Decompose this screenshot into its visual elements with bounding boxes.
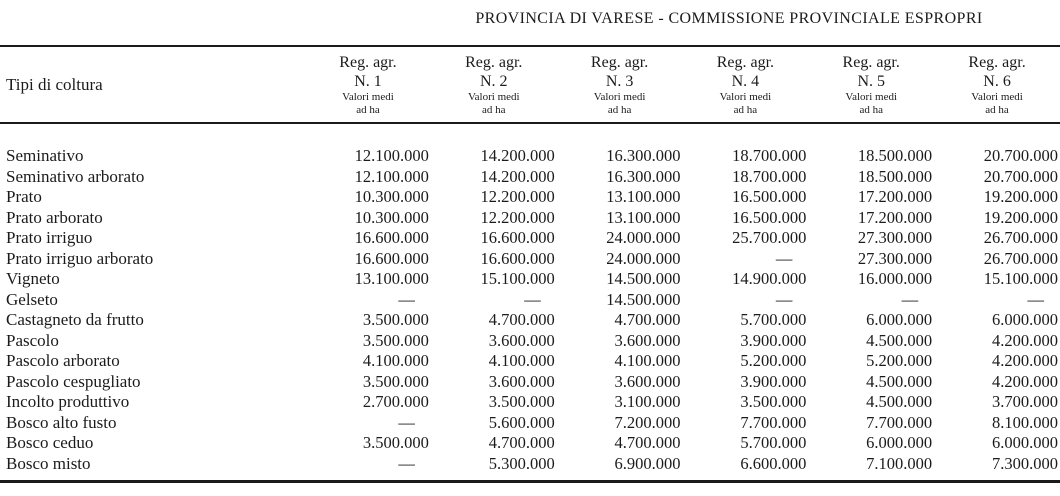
value-cell: 16.500.000 (732, 187, 807, 206)
table-row (0, 372, 1060, 393)
crop-type-label: Prato irriguo (6, 228, 93, 247)
value-cell: 12.200.000 (480, 207, 555, 227)
value-cell: 3.900.000 (740, 330, 807, 350)
value-cell: 5.200.000 (866, 351, 933, 370)
value-cell: 4.100.000 (362, 351, 429, 370)
value-cell: 4.700.000 (614, 433, 681, 452)
region-label: Reg. agr. (339, 54, 397, 71)
table-row (0, 433, 1060, 454)
crop-type-label: Prato irriguo arborato (6, 248, 154, 268)
value-cell: 3.600.000 (614, 330, 681, 350)
value-cell: 10.300.000 (354, 187, 429, 206)
value-cell: 16.300.000 (606, 146, 681, 165)
value-cell: 4.500.000 (866, 330, 933, 350)
value-cell: 3.600.000 (488, 330, 555, 350)
column-header-tipi-di-coltura: Tipi di coltura (0, 46, 305, 123)
value-cell: 26.700.000 (983, 228, 1058, 247)
value-cell: 15.100.000 (480, 269, 555, 288)
value-cell: 14.200.000 (480, 166, 555, 186)
values-caption: Valori medi (467, 91, 520, 103)
unit-caption: ad ha (356, 104, 380, 116)
value-cell: 17.200.000 (857, 207, 933, 227)
value-cell: 7.200.000 (614, 412, 681, 432)
region-number: N. 3 (605, 73, 634, 90)
value-cell: 20.700.000 (983, 146, 1058, 165)
value-cell: 4.700.000 (488, 433, 555, 452)
region-label: Reg. agr. (842, 54, 900, 71)
table-row (0, 331, 1060, 352)
value-cell: 27.300.000 (857, 228, 933, 247)
value-cell: 6.000.000 (866, 433, 933, 452)
crop-type-label: Castagneto da frutto (6, 310, 144, 329)
column-header-reg-agr-6 (934, 46, 1060, 123)
value-cell: 18.700.000 (732, 146, 807, 165)
region-label: Reg. agr. (716, 54, 775, 71)
value-cell: 4.700.000 (488, 310, 555, 329)
value-cell: 4.100.000 (614, 351, 681, 370)
crop-type-label: Bosco alto fusto (6, 412, 117, 432)
unit-caption: ad ha (859, 104, 883, 116)
values-caption: Valori medi (593, 91, 646, 103)
value-cell: 18.500.000 (857, 146, 933, 165)
column-header-reg-agr-2 (431, 46, 557, 123)
value-cell: 13.100.000 (606, 207, 681, 227)
value-cell: 25.700.000 (732, 228, 807, 247)
crop-type-label: Bosco misto (6, 453, 91, 473)
value-cell: 14.200.000 (480, 146, 555, 165)
column-header-reg-agr-1 (305, 46, 431, 123)
value-cell: 18.500.000 (857, 166, 933, 186)
value-cell: 4.100.000 (488, 351, 555, 370)
table-row (0, 228, 1060, 249)
value-cell: 3.500.000 (488, 392, 555, 411)
value-cell: 27.300.000 (857, 248, 933, 268)
expropriation-values-table (0, 45, 1060, 483)
value-cell: 17.200.000 (857, 187, 933, 206)
value-cell: 26.700.000 (983, 248, 1058, 268)
crop-type-label: Vigneto (6, 269, 60, 288)
table-row (0, 269, 1060, 290)
value-cell: 4.200.000 (992, 351, 1058, 370)
table-header (0, 46, 1060, 123)
value-cell: 3.500.000 (362, 330, 429, 350)
column-header-reg-agr-4 (683, 46, 809, 123)
value-cell: 16.300.000 (606, 166, 681, 186)
table-row (0, 392, 1060, 413)
value-cell: 19.200.000 (983, 207, 1058, 227)
table-row (0, 454, 1060, 482)
value-cell: 24.000.000 (606, 228, 681, 247)
crop-type-label: Prato (6, 187, 42, 206)
empty-value-cell: — (775, 248, 793, 268)
value-cell: 18.700.000 (732, 166, 807, 186)
region-number: N. 2 (480, 73, 508, 90)
value-cell: 3.600.000 (488, 371, 555, 391)
values-caption: Valori medi (719, 91, 772, 103)
value-cell: 6.000.000 (866, 310, 933, 329)
value-cell: 16.600.000 (480, 228, 555, 247)
value-cell: 19.200.000 (983, 187, 1058, 206)
crop-type-label: Pascolo (6, 330, 59, 350)
table-row (0, 290, 1060, 311)
table-row (0, 310, 1060, 331)
value-cell: 12.200.000 (480, 187, 555, 206)
value-cell: 6.000.000 (992, 433, 1058, 452)
empty-value-cell: — (775, 289, 793, 309)
value-cell: 16.600.000 (354, 228, 429, 247)
unit-caption: ad ha (607, 104, 632, 116)
value-cell: 4.700.000 (614, 310, 681, 329)
unit-caption: ad ha (733, 104, 758, 116)
value-cell: 8.100.000 (992, 412, 1058, 432)
values-caption: Valori medi (342, 91, 394, 103)
value-cell: 3.100.000 (614, 392, 681, 411)
region-label: Reg. agr. (968, 54, 1026, 71)
value-cell: 14.500.000 (606, 289, 681, 309)
value-cell: 14.900.000 (732, 269, 807, 288)
value-cell: 7.700.000 (740, 412, 807, 432)
value-cell: 5.700.000 (740, 433, 807, 452)
value-cell: 5.200.000 (740, 351, 807, 370)
crop-type-label: Gelseto (6, 289, 58, 309)
value-cell: 3.900.000 (740, 371, 807, 391)
empty-value-cell: — (1027, 289, 1044, 309)
value-cell: 5.300.000 (488, 453, 555, 473)
crop-type-label: Pascolo arborato (6, 351, 120, 370)
value-cell: 24.000.000 (606, 248, 681, 268)
empty-value-cell: — (901, 289, 919, 309)
region-number: N. 6 (983, 73, 1011, 90)
value-cell: 2.700.000 (362, 392, 429, 411)
value-cell: 10.300.000 (354, 207, 429, 227)
value-cell: 3.500.000 (362, 433, 429, 452)
empty-value-cell: — (398, 412, 415, 432)
unit-caption: ad ha (482, 104, 506, 116)
value-cell: 3.500.000 (362, 371, 429, 391)
region-label: Reg. agr. (465, 54, 523, 71)
value-cell: 16.000.000 (857, 269, 933, 288)
value-cell: 5.600.000 (488, 412, 555, 432)
value-cell: 12.100.000 (354, 146, 429, 165)
table-row (0, 249, 1060, 270)
region-label: Reg. agr. (590, 54, 649, 71)
value-cell: 16.600.000 (354, 248, 429, 268)
value-cell: 3.500.000 (362, 310, 429, 329)
page-title: PROVINCIA DI VARESE - COMMISSIONE PROVINCIALE ESPROPRI (475, 10, 983, 27)
value-cell: 3.500.000 (740, 392, 807, 411)
crop-type-label: Incolto produttivo (6, 392, 130, 411)
crop-type-label: Seminativo (6, 146, 84, 165)
crop-type-label: Pascolo cespugliato (6, 371, 141, 391)
table-row (0, 167, 1060, 188)
crop-type-label: Prato arborato (6, 207, 103, 227)
unit-caption: ad ha (985, 104, 1009, 116)
value-cell: 16.600.000 (480, 248, 555, 268)
table-row (0, 187, 1060, 208)
column-header-reg-agr-5 (808, 46, 934, 123)
region-number: N. 4 (731, 73, 760, 90)
value-cell: 12.100.000 (354, 166, 429, 186)
value-cell: 3.700.000 (992, 392, 1058, 411)
value-cell: 4.500.000 (866, 371, 933, 391)
table-body (0, 123, 1060, 482)
empty-value-cell: — (398, 453, 415, 473)
value-cell: 6.000.000 (992, 310, 1058, 329)
region-number: N. 1 (354, 73, 382, 90)
value-cell: 3.600.000 (614, 371, 681, 391)
value-cell: 6.600.000 (740, 453, 807, 473)
table-row (0, 208, 1060, 229)
crop-type-label: Seminativo arborato (6, 166, 145, 186)
value-cell: 16.500.000 (732, 207, 807, 227)
column-header-reg-agr-3 (557, 46, 683, 123)
value-cell: 20.700.000 (983, 166, 1058, 186)
empty-value-cell: — (398, 289, 415, 309)
value-cell: 15.100.000 (983, 269, 1058, 288)
value-cell: 13.100.000 (354, 269, 429, 288)
value-cell: 7.100.000 (866, 453, 933, 473)
table-row (0, 123, 1060, 167)
value-cell: 4.500.000 (866, 392, 933, 411)
header-row (0, 46, 1060, 123)
crop-type-label: Bosco ceduo (6, 433, 94, 452)
empty-value-cell: — (524, 289, 541, 309)
region-number: N. 5 (857, 73, 885, 90)
value-cell: 13.100.000 (606, 187, 681, 206)
value-cell: 5.700.000 (740, 310, 807, 329)
table-row (0, 351, 1060, 372)
values-caption: Valori medi (971, 91, 1023, 103)
value-cell: 6.900.000 (614, 453, 681, 473)
value-cell: 4.200.000 (992, 330, 1058, 350)
values-caption: Valori medi (845, 91, 898, 103)
value-cell: 14.500.000 (606, 269, 681, 288)
value-cell: 7.700.000 (866, 412, 933, 432)
value-cell: 4.200.000 (992, 371, 1058, 391)
value-cell: 7.300.000 (992, 453, 1058, 473)
table-row (0, 413, 1060, 434)
